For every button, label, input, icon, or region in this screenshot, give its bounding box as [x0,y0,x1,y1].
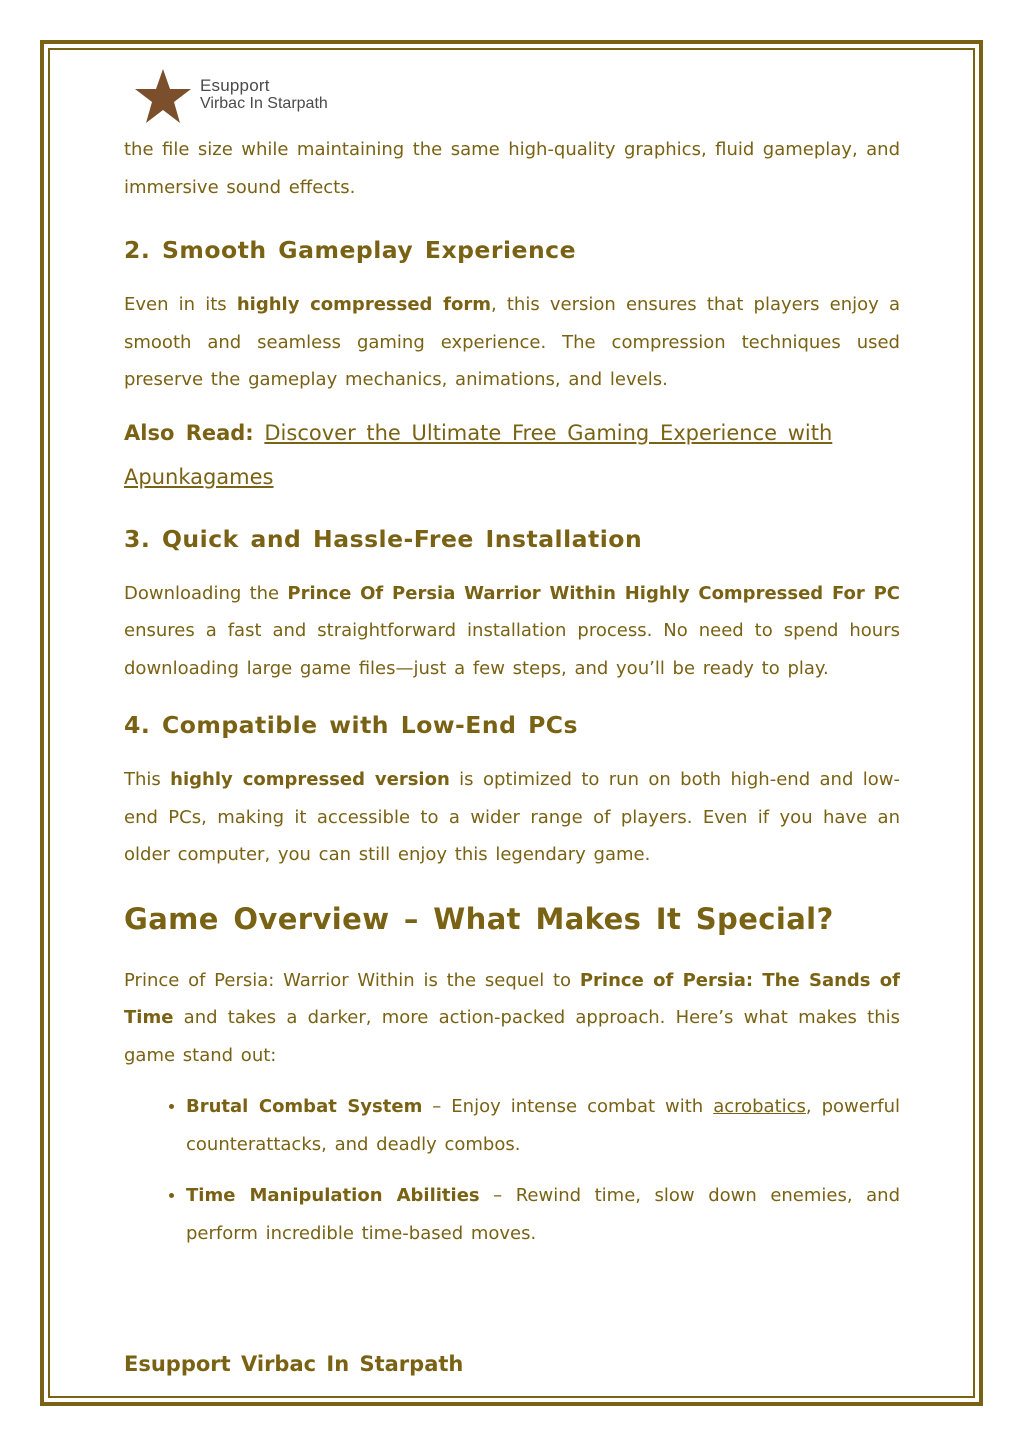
bold-span: Prince of Persia: The Sands of Time [124,969,901,1028]
list-item [186,1177,900,1252]
heading-installation: 3. Quick and Hassle-Free Installation [124,524,643,553]
paragraph-low-end [124,761,900,874]
bullet-title: Brutal Combat System [186,1096,423,1117]
bold-span: highly compressed version [170,769,450,790]
bullet-title: Time Manipulation Abilities [186,1185,480,1206]
footer-brand: Esupport Virbac In Starpath [124,1352,464,1376]
text-span: Downloading the [124,582,288,604]
paragraph-installation [124,575,900,688]
text-span: is optimized to run on both high-end and low-end PCs, making it accessible to a wider range of players. Even if you have an older computer, you can still enjoy this legendary game. [124,769,900,865]
bold-span: highly compressed form [236,294,491,315]
also-read-label: Also Read: [124,420,254,445]
acrobatics-link[interactable]: acrobatics [713,1096,806,1117]
feature-list [124,1088,900,1252]
heading-low-end: 4. Compatible with Low-End PCs [124,711,579,739]
text-span: , this version ensures that players enjoy a smooth and seamless gaming experience. The compression techniques used preserve the gameplay mechanics, animations, and levels. [124,294,901,390]
star-icon [133,67,193,127]
article-body [124,131,900,1252]
also-read-link[interactable]: Discover the Ultimate Free Gaming Experience with Apunkagames [124,420,833,489]
text-span: ensures a fast and straightforward installation process. No need to spend hours downloading large game files—just a few steps, and you’ll be ready to play. [124,620,900,679]
also-read-block [124,411,900,499]
text-span: and takes a darker, more action-packed approach. Here’s what makes this game stand out: [124,1007,900,1066]
logo-text-line1: Esupport [200,76,270,95]
text-span: This [124,769,171,790]
paragraph-smooth-gameplay [124,286,900,399]
heading-smooth-gameplay: 2. Smooth Gameplay Experience [124,236,577,264]
list-item [186,1088,900,1163]
logo-text-line2: Virbac In Starpath [200,95,328,112]
paragraph-overview [124,962,900,1075]
brand-logo [133,67,373,127]
bold-span: Prince Of Persia Warrior Within Highly Compressed For PC [287,582,900,604]
intro-paragraph: the file size while maintaining the same high-quality graphics, fluid gameplay, and immersive sound effects. [124,139,900,198]
text-span: Prince of Persia: Warrior Within is the sequel to [124,969,580,991]
text-span: Even in its [124,294,237,315]
heading-game-overview: Game Overview – What Makes It Special? [124,901,834,936]
text-span: , powerful counterattacks, and deadly combos. [186,1096,901,1155]
text-span: – Enjoy intense combat with [422,1096,714,1117]
text-span: – Rewind time, slow down enemies, and perform incredible time-based moves. [186,1185,900,1244]
